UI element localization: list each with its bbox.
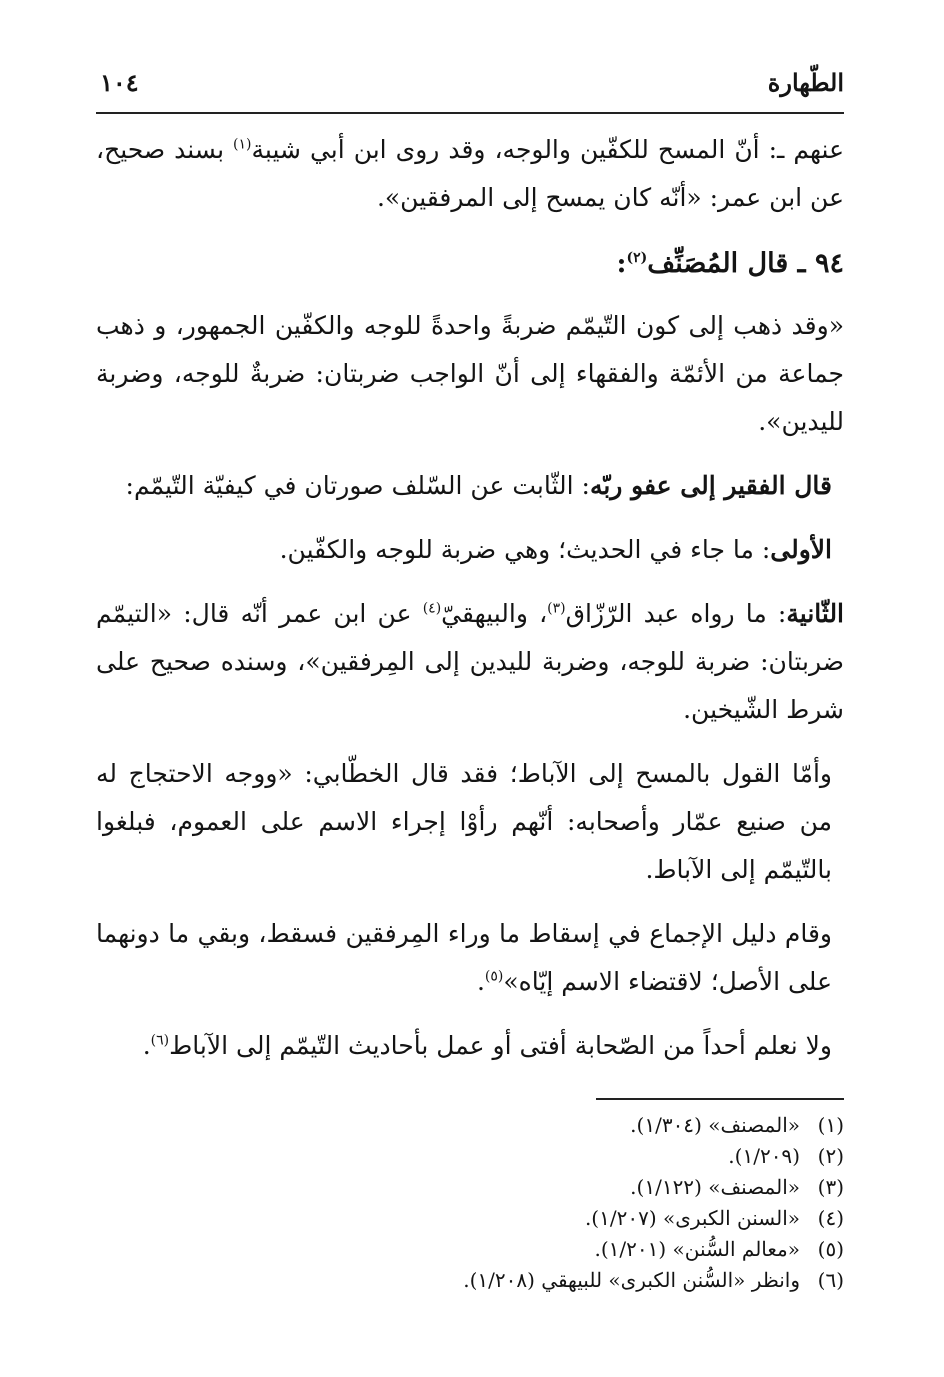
first-form: الأولى: ما جاء في الحديث؛ وهي ضربة للوجه والكفّين. xyxy=(279,535,832,564)
chapter-title: الطّهارة xyxy=(767,68,844,97)
book-page xyxy=(96,60,844,1296)
paragraph-armpits: وأمّا القول بالمسح إلى الآباط؛ فقد قال الخطّابي: «ووجه الاحتجاج له من صنيع عمّار وأصحابه: أنّهم رأوْا إجراء الاسم على العموم، فبلغوا بالتّيمّم إلى الآباط. xyxy=(96,759,832,884)
paragraph-consensus: وقام دليل الإجماع في إسقاط ما وراء المِرفقين فسقط، وبقي ما دونهما على الأصل؛ لاقتضاء الاسم إيّاه»$^{(٥)}$. xyxy=(96,919,832,996)
header-rule xyxy=(96,112,844,114)
footnote-item: (١) «المصنف» (١/٣٠٤). xyxy=(630,1113,844,1137)
page-number: ١٠٤ xyxy=(100,68,139,97)
second-form: الثّانية: ما رواه عبد الرّزّاق$^{(٣)}$، والبيهقيّ$^{(٤)}$ عن ابن عمر أنّه قال: «التيمّم ضربتان: ضربة للوجه، وضربة لليدين إلى المِرفقين»، وسنده صحيح على شرط الشّيخين. xyxy=(96,599,845,724)
footnote-item: (٦) وانظر «السُّنن الكبرى» للبيهقي (١/٢٠٨). xyxy=(463,1268,844,1292)
footnote-ref: (٤) xyxy=(422,600,442,617)
paragraph-closing: ولا نعلم أحداً من الصّحابة أفتى أو عمل بأحاديث التّيمّم إلى الآباط$^{(٦)}$. xyxy=(142,1031,832,1060)
footnote-ref: (٢) xyxy=(626,250,648,266)
footnote-ref: (١) xyxy=(233,136,252,153)
footnote-ref: (٦) xyxy=(150,1032,170,1049)
footnote-item: (٣) «المصنف» (١/١٢٢). xyxy=(630,1175,844,1199)
footnote-item: (٢) (١/٢٠٩). xyxy=(728,1144,844,1168)
footnote-rule xyxy=(596,1098,844,1100)
page-header xyxy=(96,60,844,104)
commentary-intro: قال الفقير إلى عفو ربّه: الثّابت عن السّلف صورتان في كيفيّة التّيمّم: xyxy=(125,471,832,500)
section-heading: ٩٤ ـ قال المُصَنِّف$^{(٢)}$: xyxy=(616,248,844,279)
page-body xyxy=(96,126,844,1070)
footnotes xyxy=(96,1110,844,1296)
author-quote: «وقد ذهب إلى كون التّيمّم ضربةً واحدةً للوجه والكفّين الجمهور، و ذهب جماعة من الأئمّة والفقهاء إلى أنّ الواجب ضربتان: ضربةٌ للوجه، وضربة لليدين». xyxy=(96,311,844,436)
footnote-ref: (٣) xyxy=(547,600,566,617)
paragraph-continuation: عنهم ـ: أنّ المسح للكفّين والوجه، وقد روى ابن أبي شيبة$^{(١)}$ بسند صحيح، عن ابن عمر: «أنّه كان يمسح إلى المرفقين». xyxy=(96,135,844,212)
footnote-item: (٤) «السنن الكبرى» (١/٢٠٧). xyxy=(584,1206,844,1230)
footnote-item: (٥) «معالم السُّنن» (١/٢٠١). xyxy=(594,1237,844,1261)
footnote-ref: (٥) xyxy=(484,968,504,985)
